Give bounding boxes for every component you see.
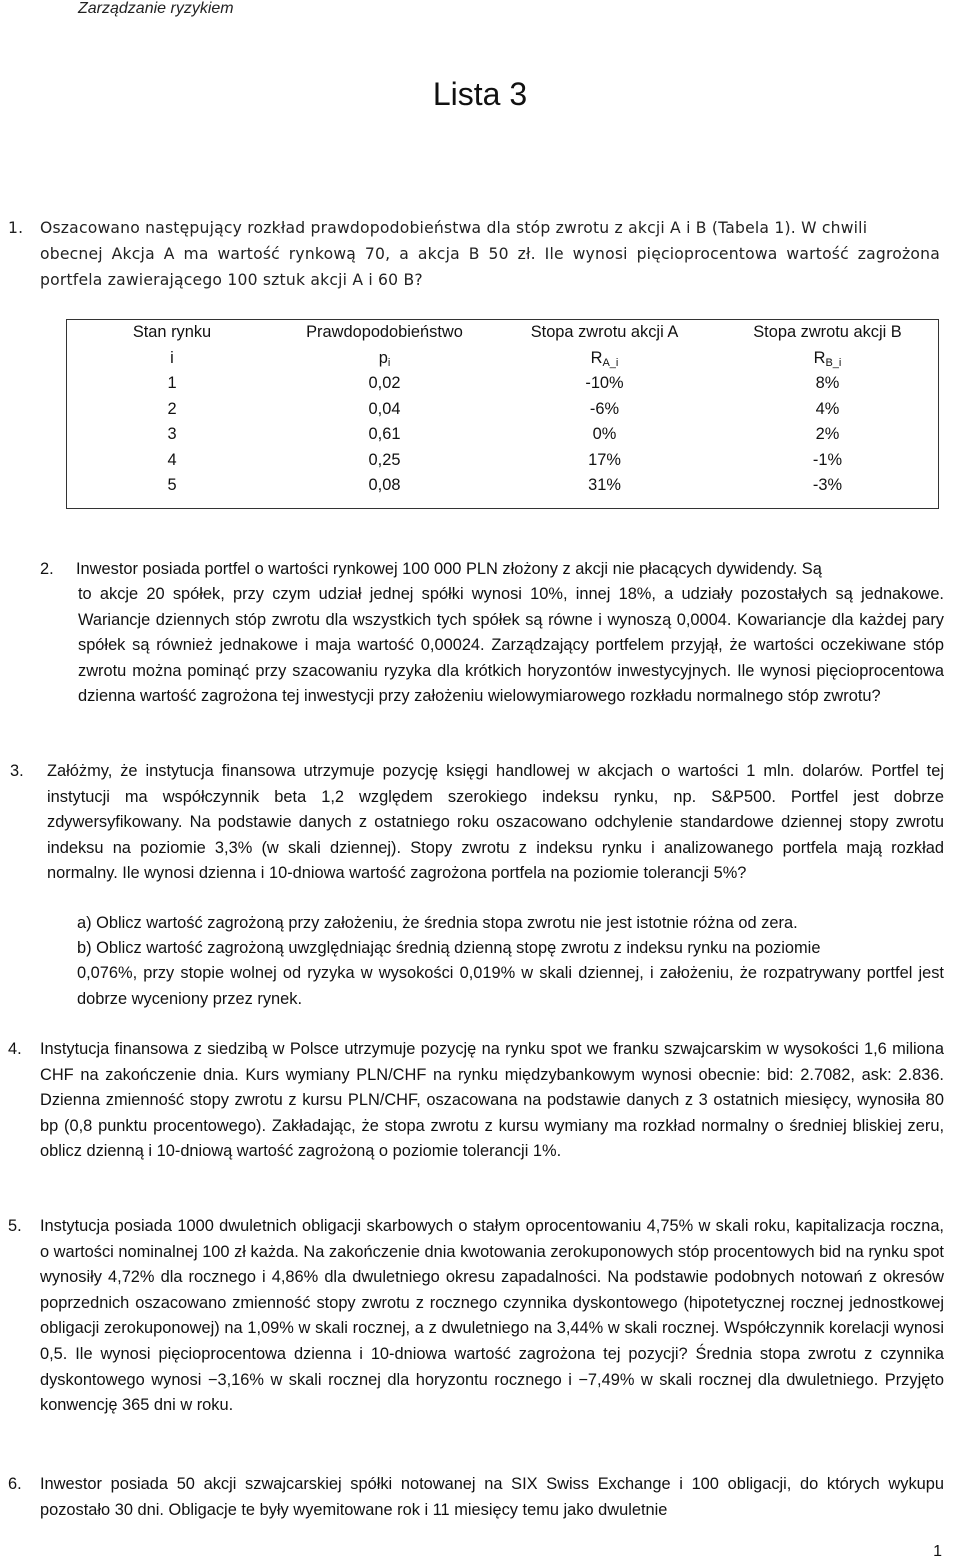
table-cell: 0,61 [368,425,401,443]
symbol-subscript: i [387,356,391,369]
question-number: 2. [40,560,54,578]
header-cell: Stopa zwrotu akcji A [530,323,679,341]
subquestion-a: a) Oblicz wartość zagrożoną przy założeniu, że średnia stopa zwrotu nie jest istotnie różna od zera. [77,914,798,932]
table-cell: 17% [588,450,621,469]
table-cell: 0,04 [368,399,401,418]
symbol-text: R [813,348,826,367]
table-header-row [67,320,939,346]
table-row [67,422,939,448]
table-cell: 2% [815,425,840,443]
question-text-line1: Inwestor posiada portfel o wartości rynkowej 100 000 PLN złożony z akcji nie płacących dywidendy. Są [76,560,822,578]
subquestion-b: 0,076%, przy stopie wolnej od ryzyka w wysokości 0,019% w skali dziennej, i założeniu, że rozpatrywany portfel jest dobrze wyceniony przez rynek. [77,964,944,1008]
header-cell: Prawdopodobieństwo [306,323,463,341]
table-cell: 3 [167,425,177,443]
table-cell: 31% [588,476,621,494]
table-cell: 0,02 [368,374,401,392]
table-cell: 0,08 [368,476,401,494]
table-symbol-row [67,346,939,372]
table-cell: 4 [167,450,177,469]
table-cell: -6% [589,399,620,418]
header-cell: Stan rynku [132,323,212,341]
question-text: Inwestor posiada 50 akcji szwajcarskiej spółki notowanej na SIX Swiss Exchange i 100 obligacji, do których wykupu pozostało 30 dni. Obligacje te były wyemitowane rok i 11 miesięcy temu jako dwuletnie [40,1475,944,1519]
question-text: to akcje 20 spółek, przy czym udział jednej spółki wynosi 10%, innej 18%, a udziały pozostałych są jednakowe. Wariancje dziennych stóp zwrotu dla wszystkich tych spółek są równe i wynoszą 0,0004. Kowariancje dla każdej pary spółek są również jednakowe i maja wartość 0,00024. Zarządzający portfelem przyjął, że wartości oczekiwane stóp zwrotu można pominąć przy szacowaniu ryzyka dla krótkich horyzontów inwestycyjnych. Ile wynosi pięcioprocentowa dzienna wartość zagrożona tej inwestycji przy założeniu wielowymiarowego rozkładu normalnego stóp zwrotu? [78,585,944,706]
symbol-text: R [590,348,603,367]
symbol-subscript: A_i [602,356,619,369]
question-text: Instytucja finansowa z siedzibą w Polsce utrzymuje pozycję na rynku spot we franku szwajcarskim w wysokości 1,6 miliona CHF na zakończenie dnia. Kurs wymiany PLN/CHF na rynku międzybankowym wynosi obecnie: bid: 2.7082, ask: 2.836. Dzienna zmienność stopy zwrotu z kursu PLN/CHF, oszacowana na podstawie danych z 3 ostatnich miesięcy, wynosiła 80 bp (0,8 punktu procentowego). Zakładając, że stopa zwrotu z kursu wymiany ma rozkład normalny o średniej bliskiej zeru, oblicz dzienną i 10-dniową wartość zagrożoną o poziomie tolerancji 1%. [40,1040,944,1161]
table-row [67,473,939,509]
table-cell: 5 [167,476,177,494]
table-cell: -3% [812,476,843,494]
page-title: Lista 3 [432,76,528,112]
symbol-subscript: B_i [825,356,842,369]
subquestion-b-line1: b) Oblicz wartość zagrożoną uwzględniając średnią dzienną stopę zwrotu z indeksu rynku na poziomie [77,939,821,957]
table-row [67,371,939,397]
question-number: 3. [10,762,24,780]
table-cell: -1% [812,450,843,469]
question-text-line1: Oszacowano następujący rozkład prawdopodobieństwa dla stóp zwrotu z akcji A i B (Tabela 1). W chwili [40,219,868,237]
table-cell: 2 [167,399,177,418]
table-cell: 1 [167,374,177,392]
table-cell: 8% [815,374,840,392]
table-row [67,397,939,423]
symbol-cell: i [170,348,174,367]
question-number: 6. [8,1475,22,1493]
header-cell: Stopa zwrotu akcji B [753,323,902,341]
probability-table [66,319,939,509]
table-cell: 0,25 [368,450,401,469]
running-header: Zarządzanie ryzykiem [78,0,234,17]
table-cell: 4% [815,399,840,418]
symbol-cell [492,346,717,372]
question-number: 4. [8,1040,22,1058]
question-text: Załóżmy, że instytucja finansowa utrzymuje pozycję księgi handlowej w akcjach o wartości 1 mln. dolarów. Portfel tej instytucji ma współczynnik beta 1,2 względem szerokiego indeksu rynku, np. S&P500. Portfel jest dobrze zdywersyfikowany. Na podstawie danych z ostatniego roku oszacowano odchylenie standardowe dziennej stopy zwrotu indeksu na poziomie 3,3% (w skali dziennej). Stopy zwrotu z indeksu rynku i analizowanego portfela mają rozkład normalny. Ile wynosi dzienna i 10-dniowa wartość zagrożona portfela na poziomie tolerancji 5%? [47,762,944,883]
question-number: 5. [8,1217,22,1235]
table-cell: 0% [592,425,617,443]
symbol-cell [277,346,492,372]
table-cell: -10% [585,374,624,392]
question-text: obecnej Akcja A ma wartość rynkową 70, a akcja B 50 zł. Ile wynosi pięcioprocentowa wartość zagrożona portfela zawierającego 100 sztuk akcji A i 60 B? [40,245,940,289]
table-row [67,448,939,474]
question-number: 1. [8,219,24,237]
question-text: Instytucja posiada 1000 dwuletnich obligacji skarbowych o stałym oprocentowaniu 4,75% w skali roku, kapitalizacja roczna, o wartości nominalnej 100 zł każda. Na zakończenie dnia kwotowania zerokuponowych stóp procentowych bid na rynku spot wynosiły 4,72% dla rocznego i 4,86% dla dwuletniego okresu zapadalności. Na podstawie podobnych notowań z okresów poprzednich oszacowano zmienność stopy zwrotu z rocznego czynnika dyskontowego (hipotetycznej rocznej jednostkowej obligacji zerokuponowej) na 1,09% w skali rocznej, a z dwuletniego na 3,44% w skali rocznej. Współczynnik korelacji wynosi 0,5. Ile wynosi pięcioprocentowa dzienna i 10-dniowa wartość zagrożona tej pozycji? Średnia stopa zwrotu z czynnika dyskontowego wynosi −3,16% w skali rocznej dla horyzontu rocznego i −7,49% w skali rocznej dla dwuletniego. Przyjęto konwencję 365 dni w roku. [40,1217,944,1415]
symbol-text: p [378,348,388,367]
page-number: 1 [933,1543,942,1560]
symbol-cell [717,346,939,372]
